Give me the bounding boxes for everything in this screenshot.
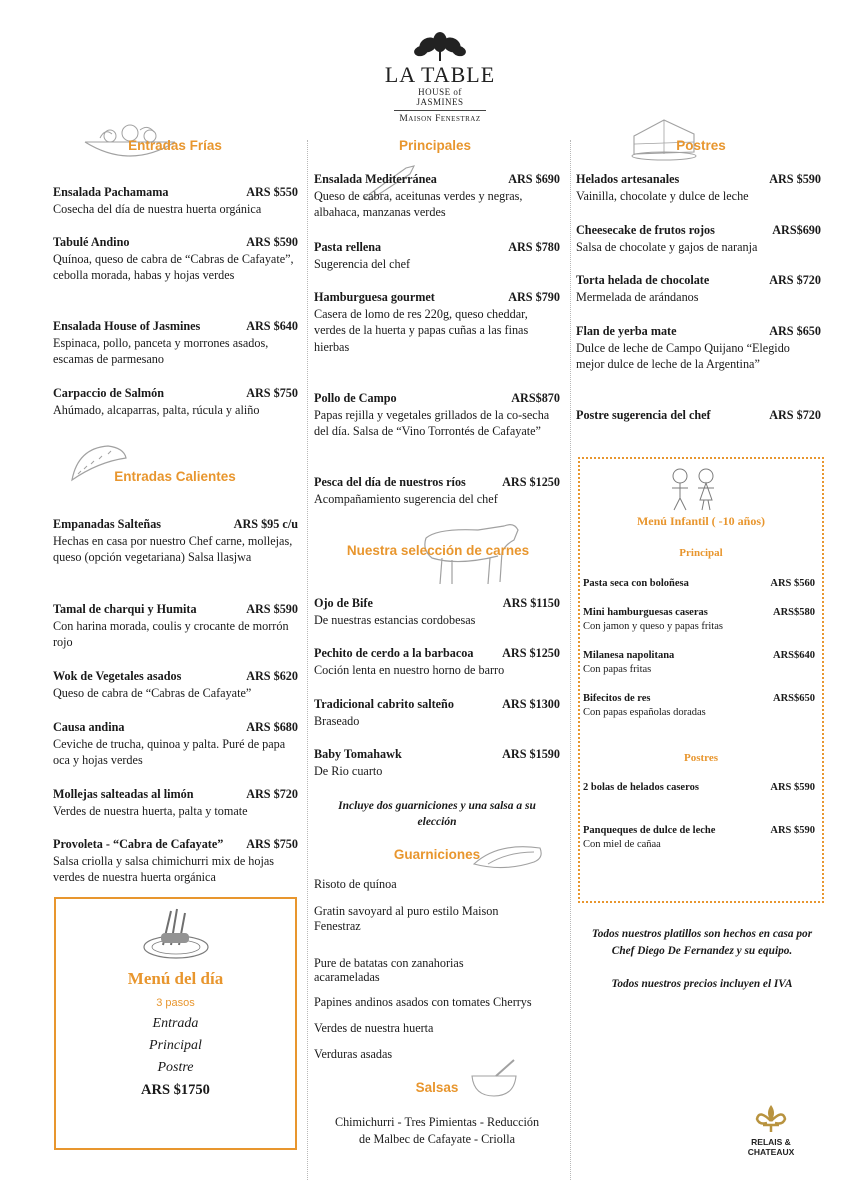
section-title-entradas-calientes: Entradas Calientes [114,469,236,484]
item-price: ARS $620 [246,669,298,683]
menu-item [576,323,821,373]
item-name: Helados artesanales [576,172,680,186]
item-desc: Espinaca, pollo, panceta y morrones asados, escamas de parmesano [53,335,269,366]
guarnicion-item: Verduras asadas [314,1047,393,1061]
menu-item [314,474,560,507]
item-name: Pasta rellena [314,240,382,254]
item-name: Torta helada de chocolate [576,273,710,287]
lamb-chops-plate-icon [141,905,211,961]
item-name: Panqueques de dulce de leche [583,825,716,836]
item-name: Ojo de Bife [314,596,373,610]
item-name: Tamal de charqui y Humita [53,602,197,616]
guarnicion-item: Gratin savoyard al puro estilo Maison Fenestraz [314,904,499,933]
menu-item [53,234,298,284]
menu-item [314,645,560,678]
item-desc: Casera de lomo de res 220g, queso cheddar, verdes de la huerta y papas cuñas a las finas hierbas [314,306,529,354]
item-desc: Ceviche de trucha, quinoa y palta. Puré de papa oca y hojas verdes [53,736,286,767]
guarnicion-item: Verdes de nuestra huerta [314,1021,434,1035]
item-name: Hamburguesa gourmet [314,290,435,304]
cake-slice-icon [628,112,700,162]
item-desc: Cosecha del día de nuestra huerta orgánica [53,201,262,216]
section-title-entradas-frias: Entradas Frías [128,138,222,153]
item-desc: Con harina morada, coulis y crocante de morrón rojo [53,618,289,649]
guarnicion-item: Papines andinos asados con tomates Cherrys [314,995,532,1009]
section-title-guarniciones: Guarniciones [393,847,481,862]
relais-chateaux-logo: RELAIS & CHATEAUX [747,1137,795,1157]
kids-menu-item [583,692,815,720]
item-desc: Coción lenta en nuestro horno de barro [314,662,505,677]
item-name: Mini hamburguesas caseras [583,607,708,618]
item-name: Tradicional cabrito salteño [314,697,454,711]
item-desc: De nuestras estancias cordobesas [314,612,476,627]
jasmine-logo-icon [413,32,467,62]
item-name: Ensalada House of Jasmines [53,319,201,333]
item-desc: Con papas fritas [583,664,652,675]
item-price: ARS $1250 [502,646,560,660]
brand-name: LA TABLE [384,62,496,87]
item-name: Postre sugerencia del chef [576,408,711,422]
infantil-postres-title: Postres [683,752,718,764]
menu-item [314,239,560,272]
kids-menu-item [583,606,815,634]
item-price: ARS $590 [770,825,815,836]
item-desc: Papas rejilla y vegetales grillados de la co-secha del día. Salsa de “Vino Torrontés de Cafayate” [314,407,550,438]
menu-item [53,184,298,217]
kids-menu-item [583,781,815,795]
item-name: Baby Tomahawk [314,747,402,761]
item-name: Mollejas salteadas al limón [53,787,194,801]
item-name: Ensalada Mediterránea [314,172,437,186]
course-principal: Principal [149,1038,202,1053]
item-desc: Salsa de chocolate y gajos de naranja [576,239,758,254]
item-price: ARS $790 [508,290,560,304]
menu-item [576,222,821,255]
menu-item [576,407,821,424]
header [360,32,520,124]
item-name: Carpaccio de Salmón [53,386,165,400]
item-price: ARS $1590 [502,747,560,761]
menu-del-dia-steps: 3 pasos [156,997,195,1009]
item-desc: Queso de cabra de “Cabras de Cafayate” [53,685,252,700]
item-desc: Hechas en casa por nuestro Chef carne, mollejas, queso (opción vegetariana) Salsa llasjwa [53,533,293,564]
menu-item [314,390,560,440]
course-entrada: Entrada [152,1016,199,1031]
item-desc: Con papas españolas doradas [583,707,706,718]
iva-note: Todos nuestros precios incluyen el IVA [611,978,793,990]
item-desc: Con miel de cañaa [583,839,661,850]
section-title-salsas: Salsas [415,1080,459,1095]
menu-item [53,668,298,701]
item-desc: Verdes de nuestra huerta, palta y tomate [53,803,248,818]
item-price: ARS $720 [769,273,821,287]
item-name: 2 bolas de helados caseros [583,782,699,793]
item-desc: Ahúmado, alcaparras, palta, rúcula y aliño [53,402,260,417]
menu-del-dia-box [54,897,297,1150]
item-price: ARS $590 [246,235,298,249]
menu-item [314,171,560,221]
item-name: Tabulé Andino [53,235,130,249]
brand-maison: Maison Fenestraz [399,114,481,124]
kids-menu-item [583,649,815,677]
item-desc: Vainilla, chocolate y dulce de leche [576,188,749,203]
item-price: ARS $720 [769,408,821,422]
item-desc: Salsa criolla y salsa chimichurri mix de hojas verdes de nuestra huerta orgánica [53,853,275,884]
item-desc: Acompañamiento sugerencia del chef [314,491,498,506]
item-price: ARS $550 [246,185,298,199]
item-name: Bifecitos de res [583,693,651,704]
section-title-postres: Postres [676,138,726,153]
item-price: ARS $590 [246,602,298,616]
section-title-principales: Principales [398,138,472,153]
item-name: Pasta seca con boloñesa [583,578,689,589]
salsas-list: Chimichurri - Tres Pimientas - Reducción de Malbec de Cafayate - Criolla [334,1115,540,1146]
infantil-title: Menú Infantil ( -10 años) [636,514,765,528]
item-price: ARS$650 [772,693,815,704]
item-name: Pechito de cerdo a la barbacoa [314,646,474,660]
menu-item [53,385,298,418]
item-desc: De Rio cuarto [314,763,383,778]
section-title-carnes: Nuestra selección de carnes [346,543,530,558]
item-name: Pollo de Campo [314,391,397,405]
item-name: Provoleta - “Cabra de Cafayate” [53,837,224,851]
item-price: ARS $640 [246,319,298,333]
menu-item [314,595,560,628]
item-price: ARS $690 [508,172,560,186]
guarnicion-item: Risoto de quínoa [314,877,397,891]
item-price: ARS$640 [772,650,815,661]
menu-del-dia-title: Menú del día [127,969,224,988]
item-desc: Mermelada de arándanos [576,289,699,304]
item-desc: Sugerencia del chef [314,256,411,271]
menu-item [53,786,298,819]
item-price: ARS $650 [769,324,821,338]
kids-menu-item [583,577,815,591]
menu-item [314,289,560,355]
menu-item [53,601,298,651]
item-price: ARS $750 [246,386,298,400]
menu-item [576,272,821,305]
item-price: ARS $560 [770,578,815,589]
infantil-principal-title: Principal [679,547,723,559]
column-divider [570,140,571,1180]
menu-item [53,516,298,566]
brand-sub: HOUSE of JASMINES [394,87,486,111]
item-name: Cheesecake de frutos rojos [576,223,715,237]
children-icon [660,466,726,512]
menu-item [53,836,298,886]
column-divider [307,140,308,1180]
chef-note: Todos nuestros platillos son hechos en casa por Chef Diego De Fernandez y su equipo. [591,928,813,957]
item-price: ARS $680 [246,720,298,734]
item-name: Empanadas Salteñas [53,517,162,531]
menu-item [314,696,560,729]
fleur-de-lis-icon [753,1103,789,1133]
item-price: ARS $720 [246,787,298,801]
item-name: Causa andina [53,720,125,734]
item-price: ARS $1150 [502,596,560,610]
item-price: ARS $590 [769,172,821,186]
item-price: ARS$690 [772,223,821,237]
item-price: ARS $780 [508,240,560,254]
guarnicion-item: Pure de batatas con zanahorias acarameladas [314,956,464,984]
menu-item [576,171,821,204]
item-name: Milanesa napolitana [583,650,675,661]
menu-item [53,318,298,368]
kids-menu-item [583,824,815,852]
item-name: Wok de Vegetales asados [53,669,182,683]
menu-item [53,719,298,769]
item-desc: Con jamon y queso y papas fritas [583,621,723,632]
item-name: Pesca del día de nuestros ríos [314,475,466,489]
menu-item [314,746,560,779]
item-price: ARS$870 [511,391,560,405]
menu-del-dia-price: ARS $1750 [141,1082,210,1098]
item-price: ARS $1250 [502,475,560,489]
item-desc: Quínoa, queso de cabra de “Cabras de Cafayate”, cebolla morada, habas y hojas verdes [53,251,294,282]
item-price: ARS $95 c/u [233,517,298,531]
course-postre: Postre [157,1060,194,1075]
item-name: Ensalada Pachamama [53,185,169,199]
item-price: ARS $590 [770,782,815,793]
item-desc: Dulce de leche de Campo Quijano “Elegido mejor dulce de leche de la Argentina” [576,340,790,371]
incluye-note: Incluye dos guarniciones y una salsa a su elección [338,800,536,828]
item-desc: Braseado [314,713,360,728]
item-price: ARS$580 [772,607,815,618]
item-name: Flan de yerba mate [576,324,677,338]
item-price: ARS $1300 [502,697,560,711]
item-desc: Queso de cabra, aceitunas verdes y negras, albahaca, manzanas verdes [314,188,523,219]
item-price: ARS $750 [246,837,298,851]
